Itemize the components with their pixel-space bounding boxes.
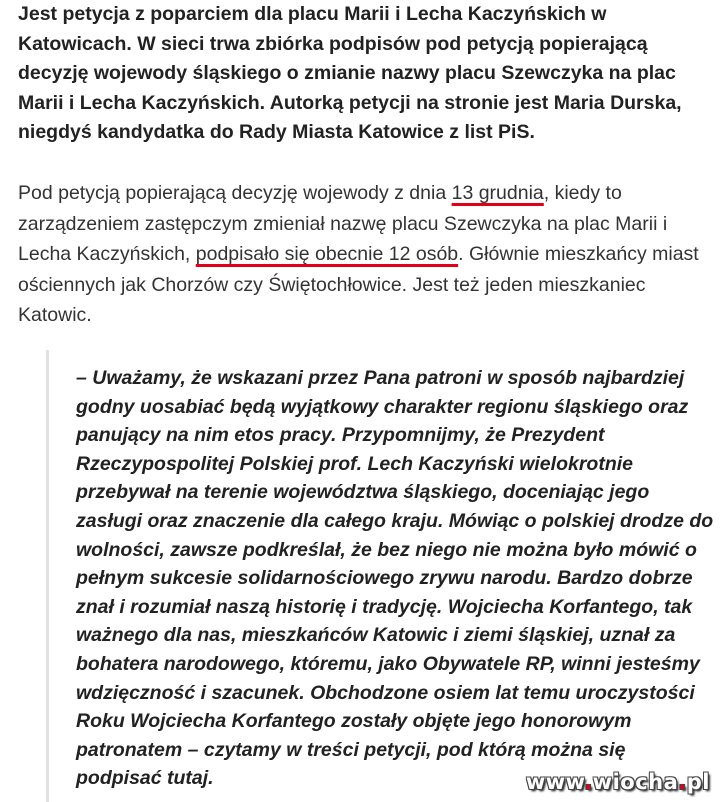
petition-blockquote [46, 350, 722, 802]
watermark-dot: . [584, 770, 593, 794]
site-watermark [526, 770, 710, 794]
watermark-tld: pl [686, 770, 710, 794]
blockquote-text: – Uważamy, że wskazani przez Pana patroni w sposób najbardziej godny uosabiać będą wyjątkowy charakter regionu śląskiego oraz panujący na nim etos pracy. Przypomnijmy, że Prezydent Rzeczypospolitej Polskiej prof. Lech Kaczyński wielokrotnie przebywał na terenie województwa śląskiego, doceniając jego zasługi oraz znaczenie dla całego kraju. Mówiąc o polskiej drodze do wolności, zawsze podkreślał, że bez niego nie można było mówić o pełnym sukcesie solidarnościowego zrywu narodu. Bardzo dobrze znał i rozumiał naszą historię i tradycję. Wojciecha Korfantego, tak ważnego dla nas, mieszkańców Katowic i ziemi śląskiej, uznał za bohatera narodowego, któremu, jako Obywatele RP, winni jesteśmy wdzięczność i szacunek. Obchodzone osiem lat temu uroczystości Roku Wojciecha Korfantego zostały objęte jego honorowym patronatem – czytamy w treści petycji, pod którą można się podpisać tutaj. [76, 367, 714, 790]
watermark-dot: . [678, 770, 687, 794]
paragraph-text-2: , kiedy to zarządzeniem zastępczym zmieniał nazwę placu Szewczyka na plac Marii i Lecha Kaczyńskich, [18, 182, 668, 265]
highlighted-signature-count: podpisało się obecnie 12 osób [195, 243, 459, 265]
article-lead: Jest petycja z poparciem dla placu Marii i Lecha Kaczyńskich w Katowicach. W sieci trwa zbiórka podpisów pod petycją popierającą decyzję wojewody śląskiego o zmianie nazwy placu Szewczyka na plac Marii i Lecha Kaczyńskich. Autorką petycji na stronie jest Maria Durska, niegdyś kandydatka do Rady Miasta Katowice z list PiS. [18, 3, 682, 143]
watermark-name: wiocha [592, 770, 679, 794]
article-paragraph [18, 178, 718, 331]
paragraph-text-1: Pod petycją popierającą decyzję wojewody z dnia [18, 182, 452, 204]
paragraph-text-3: . Głównie mieszkańcy miast ościennych jak Chorzów czy Świętochłowice. Jest też jeden mieszkaniec Katowic. [18, 243, 699, 326]
watermark-prefix: www [525, 770, 585, 794]
highlighted-date: 13 grudnia [451, 182, 544, 204]
